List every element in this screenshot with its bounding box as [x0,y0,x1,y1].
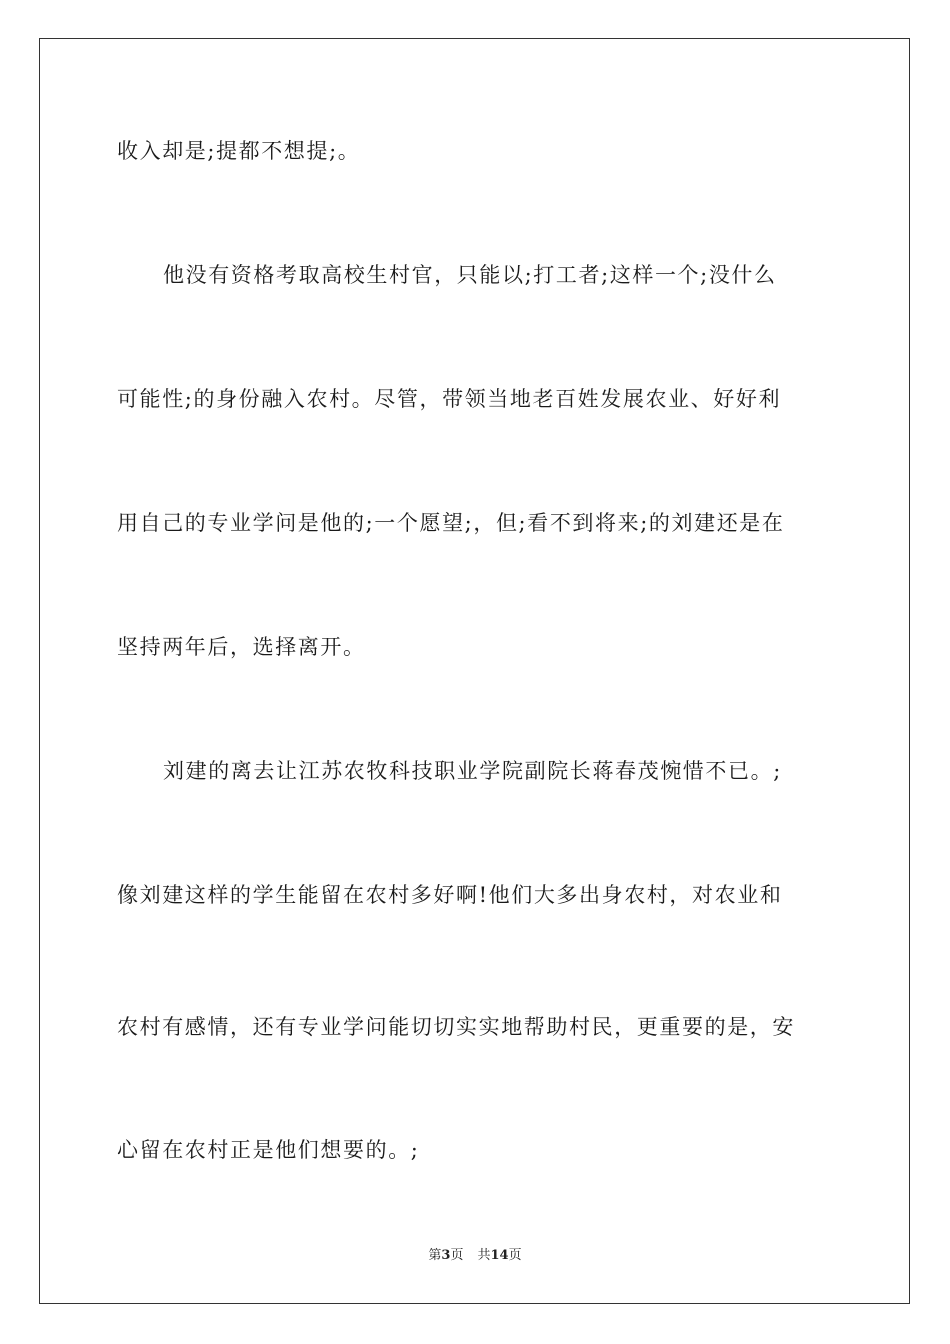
paragraph-line: 心留在农村正是他们想要的。; [117,1138,420,1162]
paragraph-line: 坚持两年后，选择离开。 [117,635,366,659]
total-pages: 14 [490,1248,509,1263]
paragraph-line: 刘建的离去让江苏农牧科技职业学院副院长蒋春茂惋惜不已。; [163,759,782,783]
total-prefix: 共 [477,1248,491,1263]
page-prefix: 第 [428,1248,442,1263]
page-suffix: 页 [450,1248,464,1263]
page-footer [0,1247,950,1265]
page-border [39,38,910,1304]
paragraph-line: 用自己的专业学问是他的;一个愿望;，但;看不到将来;的刘建还是在 [117,511,785,535]
paragraph-line: 农村有感情，还有专业学问能切切实实地帮助村民，更重要的是，安 [117,1015,795,1039]
paragraph-line: 收入却是;提都不想提;。 [117,139,361,163]
total-suffix: 页 [508,1248,522,1263]
paragraph-line: 他没有资格考取高校生村官，只能以;打工者;这样一个;没什么 [163,263,777,287]
page-number: 3 [441,1248,451,1263]
paragraph-line: 可能性;的身份融入农村。尽管，带领当地老百姓发展农业、好好利 [117,387,782,411]
paragraph-line: 像刘建这样的学生能留在农村多好啊!他们大多出身农村，对农业和 [117,883,783,907]
